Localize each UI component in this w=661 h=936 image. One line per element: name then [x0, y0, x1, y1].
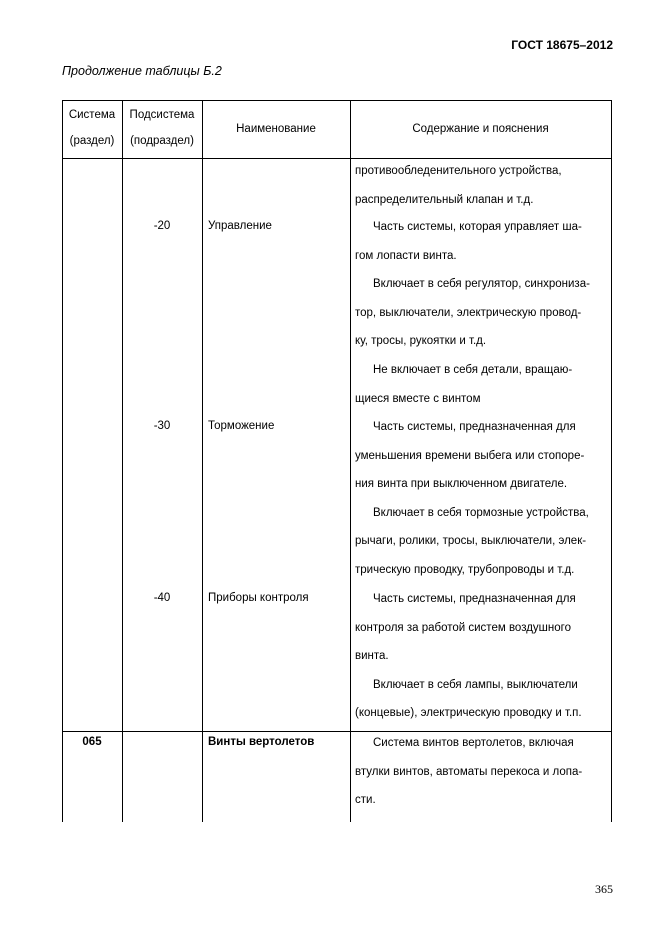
col-border-3: [350, 100, 351, 822]
row-description: Часть системы, предназначенная для уменьшения времени выбега или стопоре- ния винта при выключенном двигателе. Включает в себя тормозные устройства, рычаги, ролики, тросы, выключатели, элек- трическую проводку, трубопроводы и т.д.: [355, 421, 589, 576]
col-border-4: [611, 100, 612, 822]
header-name: Наименование: [236, 123, 316, 135]
system-name: Винты вертолетов: [208, 736, 315, 748]
subsystem-name: Торможение: [208, 420, 275, 432]
subsystem-code: -30: [153, 420, 171, 432]
col-border-2: [202, 100, 203, 822]
continuation-text: противообледенительного устройства, распределительный клапан и т.д.: [355, 165, 562, 206]
row-description: Часть системы, предназначенная для контроля за работой систем воздушного винта. Включает в себя лампы, выключатели (концевые), электрическую проводку и т.п.: [355, 593, 582, 720]
header-system: Система (раздел): [68, 109, 116, 147]
subsystem-name: Управление: [208, 220, 272, 232]
col-border-0: [62, 100, 63, 822]
subsystem-code: -40: [153, 592, 171, 604]
col-border-1: [122, 100, 123, 822]
header-content: Содержание и пояснения: [412, 123, 549, 135]
standard-designation: ГОСТ 18675–2012: [511, 38, 613, 52]
subsystem-name: Приборы контроля: [208, 592, 309, 604]
section-description: Система винтов вертолетов, включая втулки винтов, автоматы перекоса и лопа- сти.: [355, 737, 583, 807]
table-top-border: [62, 100, 612, 101]
table-caption: Продолжение таблицы Б.2: [62, 64, 222, 78]
page-number: 365: [595, 882, 613, 896]
table: [62, 100, 612, 822]
header-subsystem: Подсистема (подраздел): [129, 109, 195, 147]
row-description: Часть системы, которая управляет ша- гом лопасти винта. Включает в себя регулятор, синхрониза- тор, выключатели, электрическую провод- ку, тросы, рукоятки и т.д. Не включает в себя детали, вращаю- щиеся вместе с винтом: [355, 221, 590, 405]
system-code: 065: [82, 736, 102, 748]
subsystem-code: -20: [153, 220, 171, 232]
